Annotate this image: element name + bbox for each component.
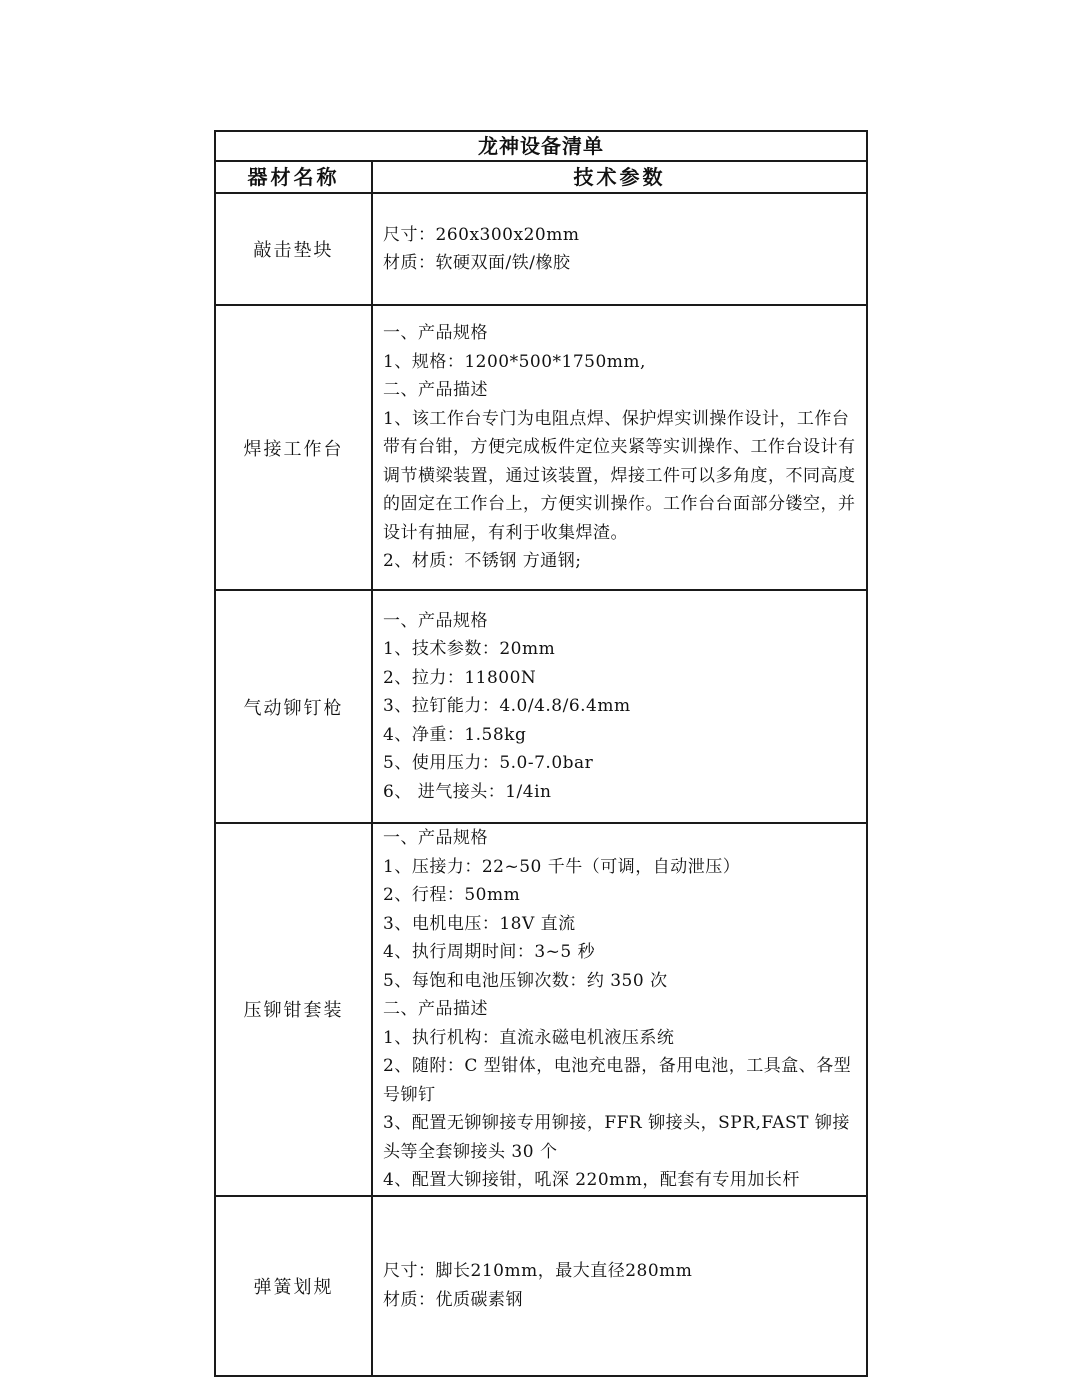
param-line: 6、 进气接头：1/4in [383,781,552,802]
param-line: 4、净重：1.58kg [383,724,527,745]
equipment-params [372,823,867,1196]
header-technical-params: 技术参数 [372,161,867,193]
table-row [215,305,867,590]
table-row [215,823,867,1196]
param-line: 2、拉力：11800N [383,667,537,688]
equipment-name: 敲击垫块 [215,193,372,305]
param-line: 1、压接力：22~50 千牛（可调，自动泄压） [383,856,741,877]
param-line: 5、每饱和电池压铆次数：约 350 次 [383,970,668,991]
param-line: 4、执行周期时间：3~5 秒 [383,942,596,962]
param-line: 2、随附：C 型钳体，电池充电器，备用电池，工具盒、各型号铆钉 [383,1056,852,1105]
equipment-name: 压铆钳套装 [215,823,372,1196]
param-line: 1、执行机构：直流永磁电机液压系统 [383,1027,675,1048]
param-line: 2、行程：50mm [383,885,521,905]
param-line: 3、拉钉能力：4.0/4.8/6.4mm [383,696,631,717]
equipment-params [372,1196,867,1376]
equipment-name: 弹簧划规 [215,1196,372,1376]
table-title: 龙神设备清单 [215,131,867,161]
param-line: 一、产品规格 [383,323,488,344]
param-line: 2、材质：不锈钢 方通钢; [383,551,582,572]
param-line: 二、产品描述 [383,999,488,1019]
param-line: 材质：优质碳素钢 [383,1289,523,1310]
param-line: 材质：软硬双面/铁/橡胶 [383,253,571,273]
param-line: 3、配置无铆铆接专用铆接，FFR 铆接头，SPR,FAST 铆接头等全套铆接头 30 个 [383,1113,850,1162]
param-line: 尺寸：脚长210mm，最大直径280mm [383,1261,693,1281]
table-row [215,193,867,305]
param-line: 二、产品描述 [383,380,488,401]
equipment-params [372,193,867,305]
equipment-params [372,305,867,590]
param-line: 1、技术参数：20mm [383,639,556,660]
param-line: 3、电机电压：18V 直流 [383,913,576,934]
param-line: 4、配置大铆接钳，吼深 220mm，配套有专用加长杆 [383,1170,800,1190]
header-equipment-name: 器材名称 [215,161,372,193]
table-row [215,590,867,823]
equipment-params [372,590,867,823]
param-line: 1、规格：1200*500*1750mm, [383,351,646,372]
equipment-name: 气动铆钉枪 [215,590,372,823]
param-line: 尺寸：260x300x20mm [383,224,580,245]
equipment-name: 焊接工作台 [215,305,372,590]
param-line: 一、产品规格 [383,828,488,848]
param-line: 一、产品规格 [383,610,488,631]
table-row [215,1196,867,1376]
param-line: 5、使用压力：5.0-7.0bar [383,753,594,774]
param-line: 1、该工作台专门为电阻点焊、保护焊实训操作设计，工作台带有台钳，方便完成板件定位夹紧等实训操作、工作台设计有调节横梁装置，通过该装置，焊接工件可以多角度，不同高度的固定在工作台上，方便实训操作。工作台台面部分镂空，并设计有抽屉，有利于收集焊渣。 [383,408,856,543]
equipment-list-table [214,130,868,1377]
